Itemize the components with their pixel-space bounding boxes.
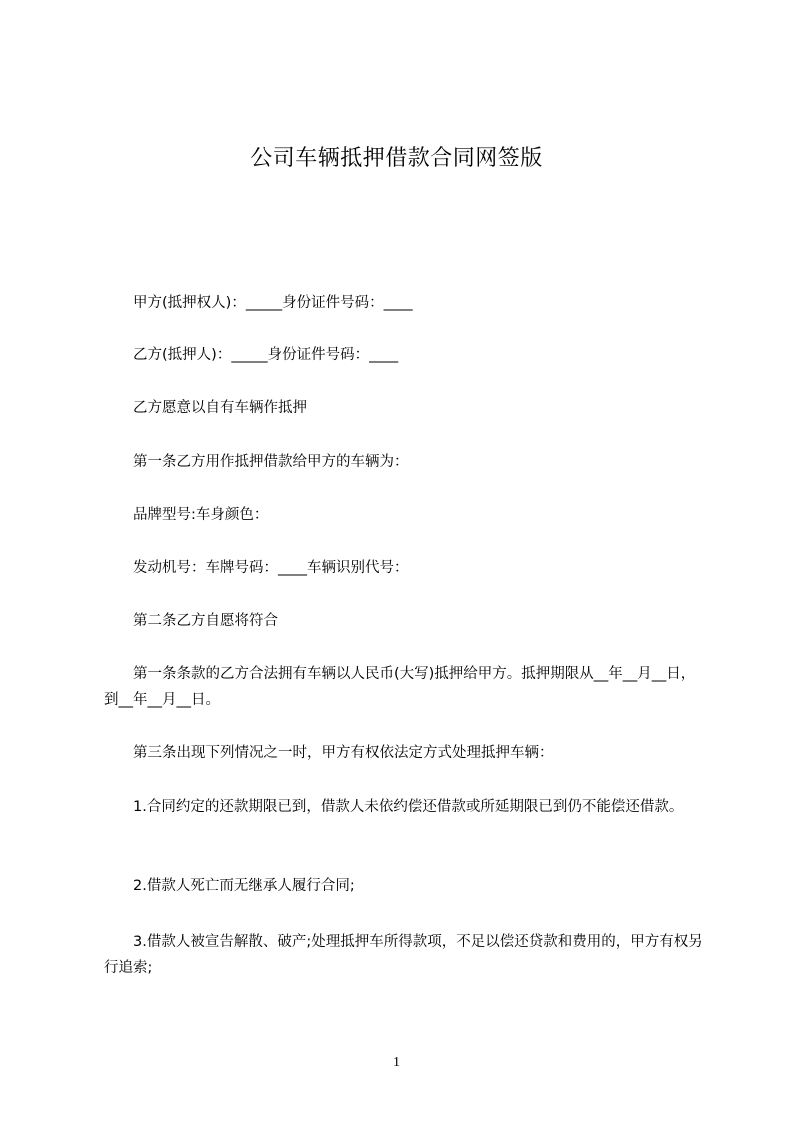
paragraph-item-1: 1.合同约定的还款期限已到，借款人未依约偿还借款或所延期限已到仍不能偿还借款。 bbox=[104, 799, 684, 815]
paragraph-item-3: 3.借款人被宣告解散、破产;处理抵押车所得款项，不足以偿还贷款和费用的，甲方有权另行追索; bbox=[104, 934, 703, 976]
paragraph-mortgage-intent: 乙方愿意以自有车辆作抵押 bbox=[104, 400, 307, 416]
paragraph-article-2: 第二条乙方自愿将符合 bbox=[104, 613, 278, 629]
paragraph-article-1-terms: 第一条条款的乙方合法拥有车辆以人民币(大写)抵押给甲方。抵押期限从__年__月__日，到__年__月__日。 bbox=[104, 666, 696, 708]
paragraph-party-a: 甲方(抵押权人)：_____身份证件号码：____ bbox=[104, 295, 413, 311]
paragraph-item-2: 2.借款人死亡而无继承人履行合同; bbox=[104, 878, 355, 894]
paragraph-party-b: 乙方(抵押人)：_____身份证件号码：____ bbox=[104, 347, 399, 363]
paragraph-article-1: 第一条乙方用作抵押借款给甲方的车辆为： bbox=[104, 454, 409, 470]
paragraph-brand-model: 品牌型号:车身颜色： bbox=[104, 507, 269, 523]
page-number: 1 bbox=[393, 1055, 400, 1070]
document-title: 公司车辆抵押借款合同网签版 bbox=[250, 146, 543, 171]
paragraph-engine-number: 发动机号：车牌号码：____车辆识别代号： bbox=[104, 560, 409, 576]
paragraph-article-3: 第三条出现下列情况之一时，甲方有权依法定方式处理抵押车辆： bbox=[104, 745, 554, 761]
